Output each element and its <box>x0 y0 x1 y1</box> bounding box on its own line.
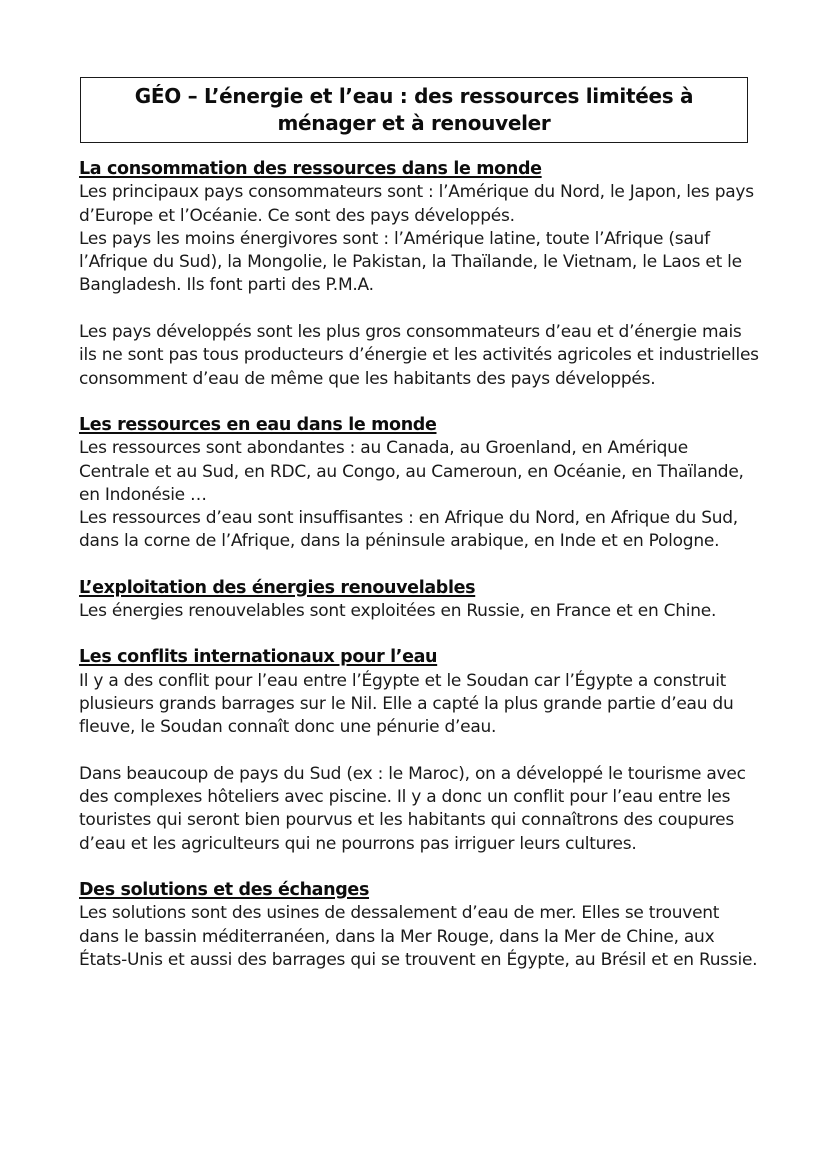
section-water-conflicts <box>79 646 759 856</box>
paragraph: Il y a des conflit pour l’eau entre l’Égypte et le Soudan car l’Égypte a construit plusieurs grands barrages sur le Nil. Elle a capté la plus grande partie d’eau du fleuve, le Soudan connaît donc une pénurie d’eau. <box>79 670 734 738</box>
section-solutions <box>79 879 759 972</box>
section-heading: L’exploitation des énergies renouvelables <box>79 577 476 598</box>
paragraph: Les principaux pays consommateurs sont : l’Amérique du Nord, le Japon, les pays d’Europe et l’Océanie. Ce sont des pays développés. <box>79 182 754 226</box>
section-heading: Les ressources en eau dans le monde <box>79 414 437 435</box>
section-renewable-energy <box>79 577 759 624</box>
title-box <box>80 77 748 143</box>
section-water-resources <box>79 414 759 554</box>
section-consumption <box>79 158 759 391</box>
section-heading: Les conflits internationaux pour l’eau <box>79 647 438 668</box>
section-heading: Des solutions et des échanges <box>79 880 370 901</box>
paragraph: Les ressources d’eau sont insuffisantes : en Afrique du Nord, en Afrique du Sud, dans la corne de l’Afrique, dans la péninsule arabique, en Inde et en Pologne. <box>79 508 738 552</box>
paragraph: Les énergies renouvelables sont exploitées en Russie, en France et en Chine. <box>79 601 717 622</box>
paragraph: Les ressources sont abondantes : au Canada, au Groenland, en Amérique Centrale et au Sud, en RDC, au Congo, au Cameroun, en Océanie, en Thaïlande, en Indonésie … <box>79 438 744 505</box>
document-body <box>79 158 759 995</box>
paragraph: Les solutions sont des usines de dessalement d’eau de mer. Elles se trouvent dans le bassin méditerranéen, dans la Mer Rouge, dans la Mer de Chine, aux États-Unis et aussi des barrages qui se trouvent en Égypte, au Brésil et en Russie. <box>79 903 758 970</box>
section-heading: La consommation des ressources dans le monde <box>79 159 542 179</box>
paragraph: Les pays les moins énergivores sont : l’Amérique latine, toute l’Afrique (sauf l’Afrique du Sud), la Mongolie, le Pakistan, la Thaïlande, le Vietnam, le Laos et le Bangladesh. Ils font parti des P.M.A. <box>79 228 742 296</box>
paragraph: Les pays développés sont les plus gros consommateurs d’eau et d’énergie mais ils ne sont pas tous producteurs d’énergie et les activités agricoles et industrielles consomment d’eau de même que les habitants des pays développés. <box>79 322 759 389</box>
title-line-1: GÉO – L’énergie et l’eau : des ressources limitées à <box>134 84 694 108</box>
page-title <box>135 83 693 137</box>
paragraph: Dans beaucoup de pays du Sud (ex : le Maroc), on a développé le tourisme avec des complexes hôteliers avec piscine. Il y a donc un conflit pour l’eau entre les touristes qui seront bien pourvus et les habitants qui connaîtrons des coupures d’eau et les agriculteurs qui ne pourrons pas irriguer leurs cultures. <box>79 763 746 854</box>
title-line-2: ménager et à renouveler <box>277 111 551 135</box>
